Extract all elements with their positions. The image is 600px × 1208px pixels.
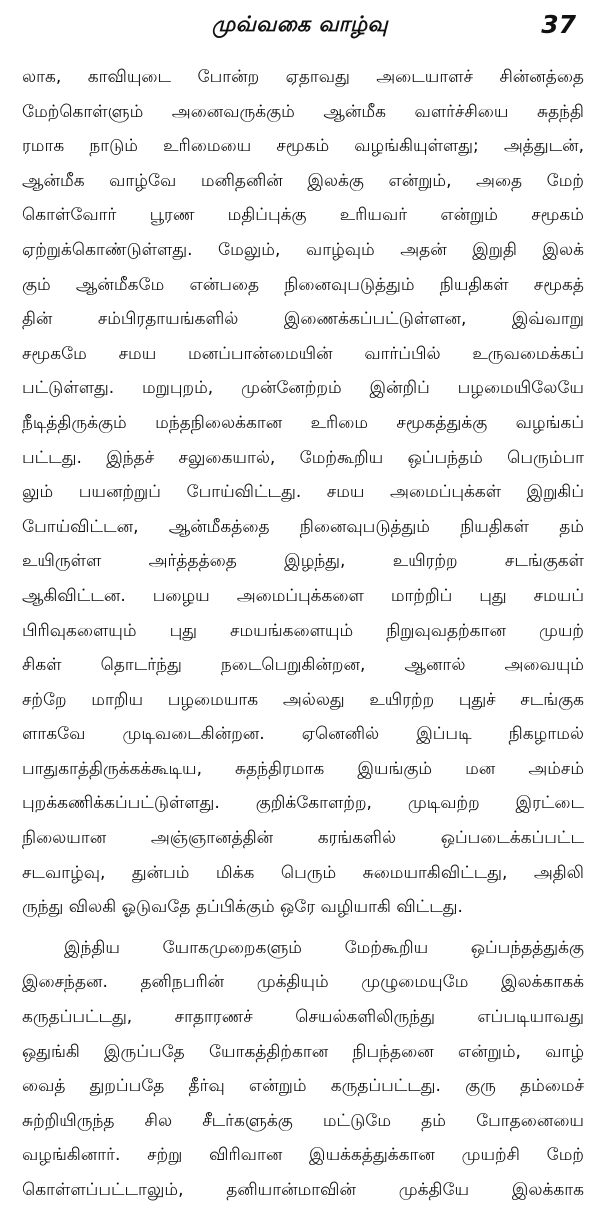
text-line: வைத் துறப்பதே தீர்வு என்றும் கருதப்பட்டது. குரு தம்மைச் <box>22 1076 584 1097</box>
text-line: பட்டுள்ளது. மறுபுறம், முன்னேற்றம் இன்றிப் பழமையிலேயே <box>22 378 584 399</box>
text-line: ளாகவே முடிவடைகின்றன. ஏனெனில் இப்படி நிகழாமல் <box>22 724 584 745</box>
text-line: உயிருள்ள அர்த்தத்தை இழந்து, உயிரற்ற சடங்குகள் <box>22 551 584 572</box>
text-line: ஆகிவிட்டன. பழைய அமைப்புக்களை மாற்றிப் புது சமயப் <box>22 585 584 606</box>
text-line: நீடித்திருக்கும் மந்தநிலைக்கான உரிமை சமூகத்துக்கு வழங்கப் <box>22 412 584 433</box>
text-line: நிலையான அஞ்ஞானத்தின் கரங்களில் ஒப்படைக்கப்பட்ட <box>22 828 584 849</box>
text-line: வழங்கினார். சற்று விரிவான இயக்கத்துக்கான முயற்சி மேற் <box>22 1145 584 1166</box>
text-line: பிரிவுகளையும் புது சமயங்களையும் நிறுவுவதற்கான முயற் <box>22 620 584 641</box>
text-line: பட்டது. இந்தச் சலுகையால், மேற்கூறிய ஒப்பந்தம் பெரும்பா <box>22 447 584 468</box>
text-line: கொள்வோர் பூரண மதிப்புக்கு உரியவர் என்றும் சமூகம் <box>22 205 584 226</box>
text-line: சற்றே மாறிய பழமையாக அல்லது உயிரற்ற புதுச் சடங்குக <box>22 689 584 710</box>
body-text <box>22 60 584 1208</box>
text-line: போய்விட்டன, ஆன்மீகத்தை நினைவுபடுத்தும் நியதிகள் தம் <box>22 516 584 537</box>
text-line: தின் சம்பிரதாயங்களில் இணைக்கப்பட்டுள்ளன, இவ்வாறு <box>22 309 584 330</box>
text-line: சமூகமே சமய மனப்பான்மையின் வார்ப்பில் உருவமைக்கப் <box>22 343 584 364</box>
text-line: சிகள் தொடர்ந்து நடைபெறுகின்றன, ஆனால் அவையும் <box>22 655 584 676</box>
text-line: கொள்ளப்பட்டாலும், தனியான்மாவின் முக்தியே இலக்காக <box>22 1180 584 1200</box>
text-line: கருதப்பட்டது, சாதாரணச் செயல்களிலிருந்து எப்படியாவது <box>22 1007 584 1028</box>
text-line: ஒதுங்கி இருப்பதே யோகத்திற்கான நிபந்தனை என்றும், வாழ் <box>22 1041 584 1062</box>
text-line: லாக, காவியுடை போன்ற ஏதாவது அடையாளச் சின்னத்தை <box>22 67 584 87</box>
text-line: கும் ஆன்மீகமே என்பதை நினைவுபடுத்தும் நியதிகள் சமூகத் <box>22 274 584 295</box>
text-line: சுற்றியிருந்த சில சீடர்களுக்கு மட்டுமே தம் போதனையை <box>22 1110 584 1131</box>
paragraph <box>22 931 584 1208</box>
page-number: 37 <box>541 10 576 39</box>
paragraph <box>22 60 584 925</box>
text-line: இந்திய யோகமுறைகளும் மேற்கூறிய ஒப்பந்தத்துக்கு <box>64 937 584 958</box>
page-header <box>22 10 578 44</box>
text-line: புறக்கணிக்கப்பட்டுள்ளது. குறிக்கோளற்ற, முடிவற்ற இரட்டை <box>22 793 584 814</box>
text-line: பாதுகாத்திருக்கக்கூடிய, சுதந்திரமாக இயங்கும் மன அம்சம் <box>22 758 584 779</box>
text-line: இசைந்தன. தனிநபரின் முக்தியும் முழுமையுமே இலக்காகக் <box>22 972 584 993</box>
text-line: ஏற்றுக்கொண்டுள்ளது. மேலும், வாழ்வும் அதன் இறுதி இலக் <box>22 239 584 260</box>
running-title: முவ்வகை வாழ்வு <box>211 12 389 36</box>
text-line: ருந்து விலகி ஓடுவதே தப்பிக்கும் ஒரே வழியாகி விட்டது. <box>22 897 463 918</box>
text-line: லும் பயனற்றுப் போய்விட்டது. சமய அமைப்புக்கள் இறுகிப் <box>22 482 584 503</box>
text-line: மேற்கொள்ளும் அனைவருக்கும் ஆன்மீக வளர்ச்சியை சுதந்தி <box>22 101 584 122</box>
text-line: சடவாழ்வு, துன்பம் மிக்க பெரும் சுமையாகிவிட்டது, அதிலி <box>22 862 584 883</box>
text-line: ரமாக நாடும் உரிமையை சமூகம் வழங்கியுள்ளது; அத்துடன், <box>22 136 584 157</box>
text-line: ஆன்மீக வாழ்வே மனிதனின் இலக்கு என்றும், அதை மேற் <box>22 170 584 191</box>
